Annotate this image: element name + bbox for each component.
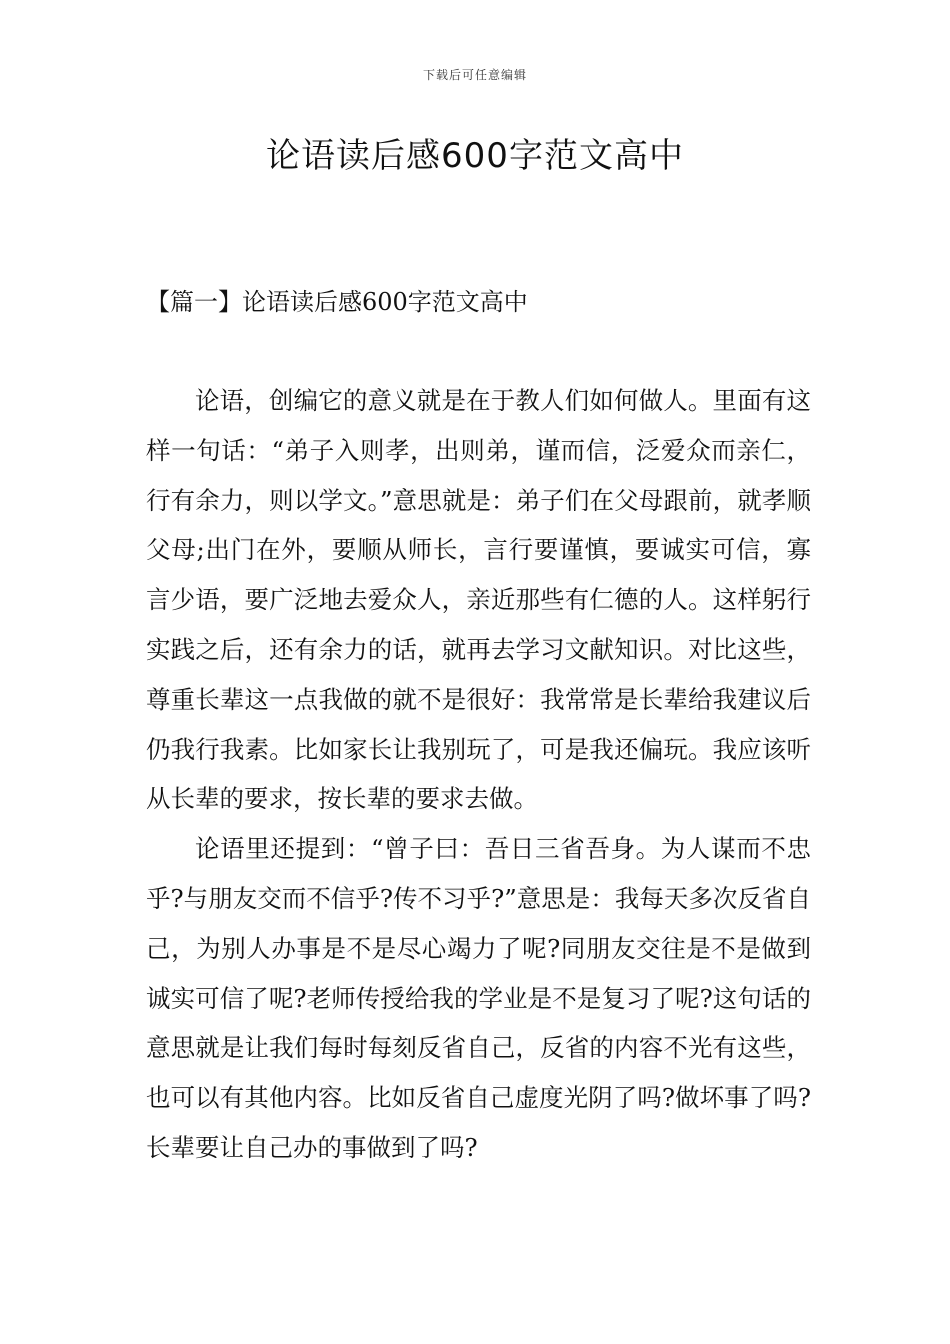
document-body [146,376,811,1173]
body-paragraph: 论语，创编它的意义就是在于教人们如何做人。里面有这样一句话：“弟子入则孝，出则弟，谨而信，泛爱众而亲仁，行有余力，则以学文。”意思就是：弟子们在父母跟前，就孝顺父母;出门在外，要顺从师长，言行要谨慎，要诚实可信，寡言少语，要广泛地去爱众人，亲近那些有仁德的人。这样躬行实践之后，还有余力的话，就再去学习文献知识。对比这些，尊重长辈这一点我做的就不是很好：我常常是长辈给我建议后仍我行我素。比如家长让我别玩了，可是我还偏玩。我应该听从长辈的要求，按长辈的要求去做。 [146,386,811,814]
body-paragraph: 论语里还提到：“曾子曰：吾日三省吾身。为人谋而不忠乎?与朋友交而不信乎?传不习乎?”意思是：我每天多次反省自己，为别人办事是不是尽心竭力了呢?同朋友交往是不是做到诚实可信了呢?老师传授给我的学业是不是复习了呢?这句话的意思就是让我们每时每刻反省自己，反省的内容不光有这些，也可以有其他内容。比如反省自己虚度光阴了吗?做坏事了吗?长辈要让自己办的事做到了吗? [146,834,811,1162]
page-title: 论语读后感600字范文高中 [266,136,684,176]
section-heading: 【篇一】论语读后感600字范文高中 [146,288,528,316]
header-note: 下载后可任意编辑 [422,68,527,82]
